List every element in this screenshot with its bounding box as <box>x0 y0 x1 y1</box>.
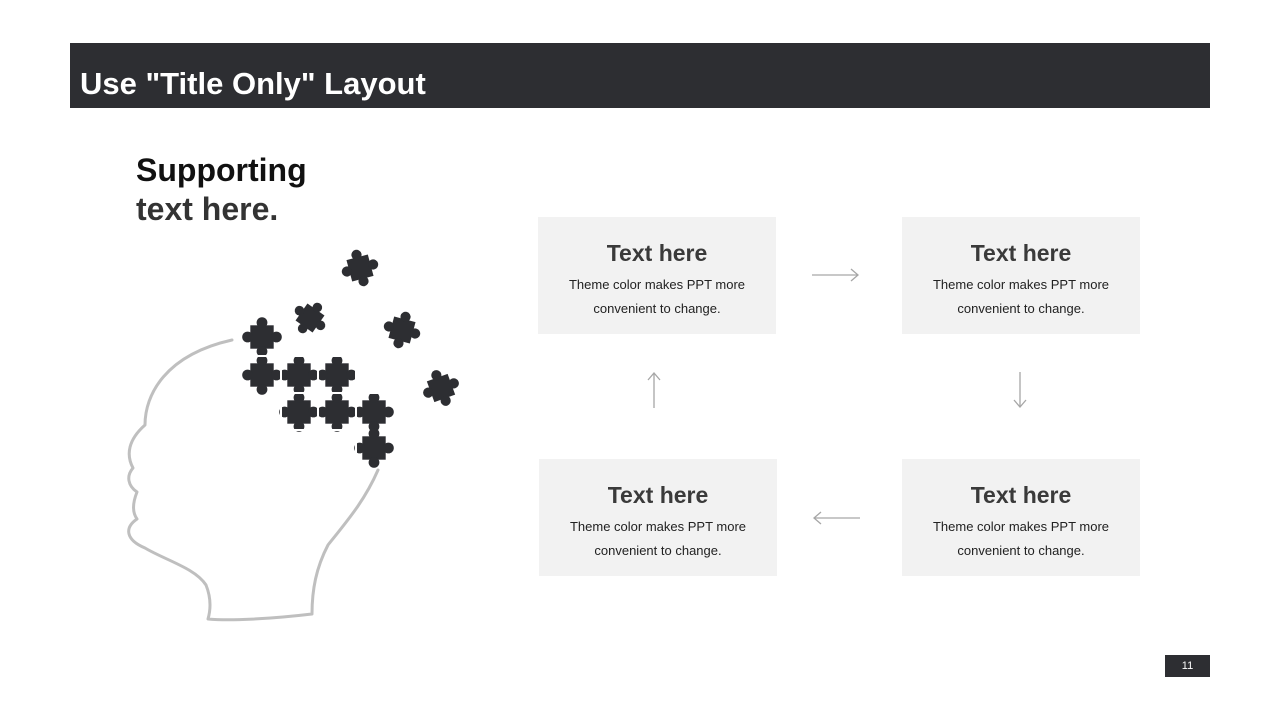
box-title: Text here <box>606 240 708 266</box>
puzzle-piece-icon <box>337 245 383 291</box>
box-title: Text here <box>970 240 1072 266</box>
arrow-left-icon <box>810 509 862 527</box>
puzzle-piece-icon <box>417 364 465 412</box>
box-body: Theme color makes PPT more convenient to change. <box>932 519 1110 558</box>
arrow-down-icon <box>1011 370 1029 410</box>
arrow-right-icon <box>810 266 862 284</box>
supporting-text-line2: text here. <box>136 191 279 227</box>
box-title: Text here <box>607 482 709 508</box>
text-box-2 <box>902 217 1140 334</box>
page-number: 11 <box>1165 655 1210 677</box>
supporting-text-line1: Supporting <box>136 152 307 188</box>
puzzle-piece-icon <box>285 293 334 342</box>
slide-title: Use "Title Only" Layout <box>80 66 426 101</box>
text-box-1 <box>538 217 776 334</box>
arrow-up-icon <box>645 370 663 410</box>
box-body: Theme color makes PPT more convenient to change. <box>932 277 1110 316</box>
puzzle-piece-icon <box>379 307 425 353</box>
text-box-4 <box>539 459 777 576</box>
head-puzzle-illustration <box>0 0 500 640</box>
text-box-3 <box>902 459 1140 576</box>
box-body: Theme color makes PPT more convenient to change. <box>569 519 747 558</box>
box-body: Theme color makes PPT more convenient to change. <box>568 277 746 316</box>
box-title: Text here <box>970 482 1072 508</box>
